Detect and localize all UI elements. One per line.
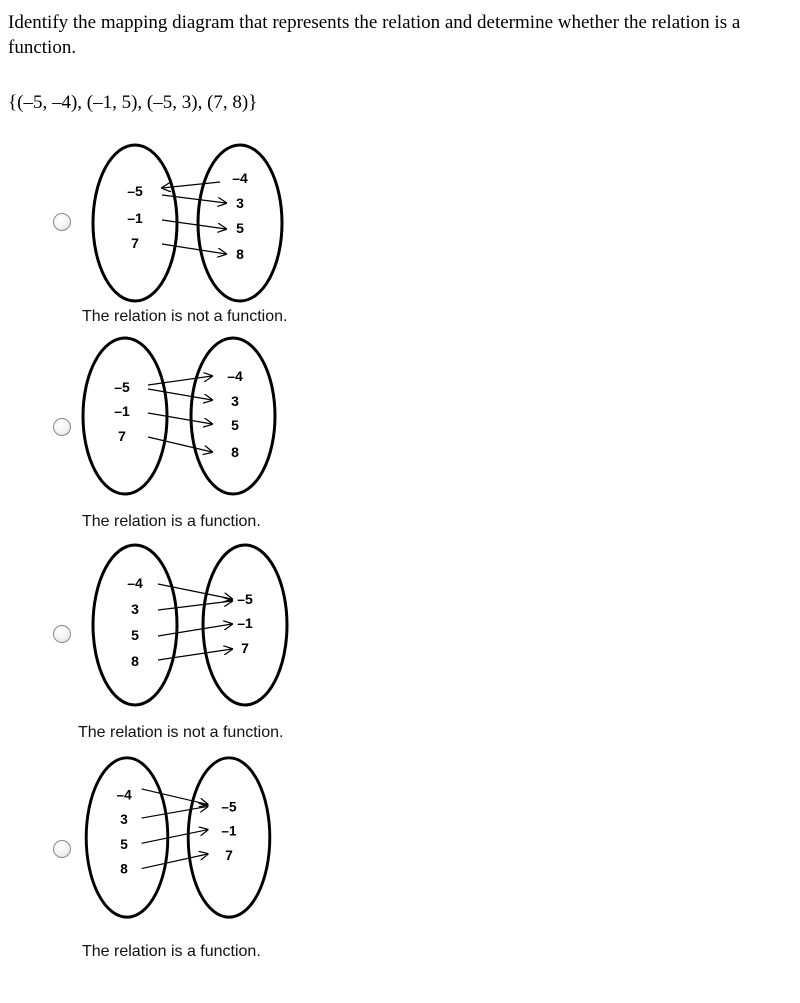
range-value: 7 [241,640,249,656]
range-value: –1 [221,823,237,839]
option-c-mapping-diagram [80,540,310,710]
mapping-arrow [158,624,232,636]
mapping-arrow [142,789,208,805]
domain-value: –5 [114,379,130,395]
mapping-arrow [158,601,232,610]
mapping-arrow [162,195,226,203]
option-d-radio[interactable] [53,840,71,858]
domain-value: 5 [120,837,128,853]
domain-oval [93,545,177,705]
mapping-arrow [148,389,212,400]
domain-value: 8 [131,653,139,669]
range-value: 8 [236,246,244,262]
range-value: –5 [221,799,237,815]
option-b-radio[interactable] [53,418,71,436]
option-b-mapping-diagram [80,333,310,503]
range-value: 7 [225,847,233,863]
domain-value: –4 [127,575,143,591]
domain-value: –1 [114,403,130,419]
question-prompt: Identify the mapping diagram that represents the relation and determine whether the relation is a function. [8,12,741,58]
option-a-mapping-diagram [80,140,310,310]
mapping-arrow [148,437,212,452]
mapping-arrow [142,830,208,844]
domain-value: 3 [120,811,128,827]
range-value: 3 [231,393,239,409]
domain-value: –4 [116,787,132,803]
domain-value: –5 [127,183,143,199]
mapping-arrow [142,806,208,818]
mapping-arrow [148,376,212,385]
range-value: –4 [227,368,243,384]
domain-value: 8 [120,861,128,877]
option-c-radio[interactable] [53,625,71,643]
range-value: –5 [237,591,253,607]
option-b-caption: The relation is a function. [82,513,261,530]
domain-value: –1 [127,210,143,226]
range-value: 3 [236,195,244,211]
option-c-caption: The relation is not a function. [78,724,284,741]
domain-value: 7 [118,428,126,444]
option-d-caption: The relation is a function. [82,943,261,960]
option-d-mapping-diagram [80,752,310,922]
range-oval [191,338,275,494]
option-a-caption: The relation is not a function. [82,308,288,325]
option-a-radio[interactable] [53,213,71,231]
mapping-arrow [142,854,208,869]
range-value: –4 [232,170,248,186]
mapping-arrow [158,584,232,599]
mapping-arrow [162,244,226,254]
range-value: 5 [236,220,244,236]
domain-value: 5 [131,627,139,643]
mapping-arrow [158,649,232,660]
relation-set: {(–5, –4), (–1, 5), (–5, 3), (7, 8)} [8,92,258,113]
mapping-arrow [148,413,212,424]
mapping-arrow [162,220,226,229]
range-value: –1 [237,615,253,631]
domain-value: 3 [131,601,139,617]
range-value: 5 [231,417,239,433]
domain-value: 7 [131,235,139,251]
range-value: 8 [231,444,239,460]
